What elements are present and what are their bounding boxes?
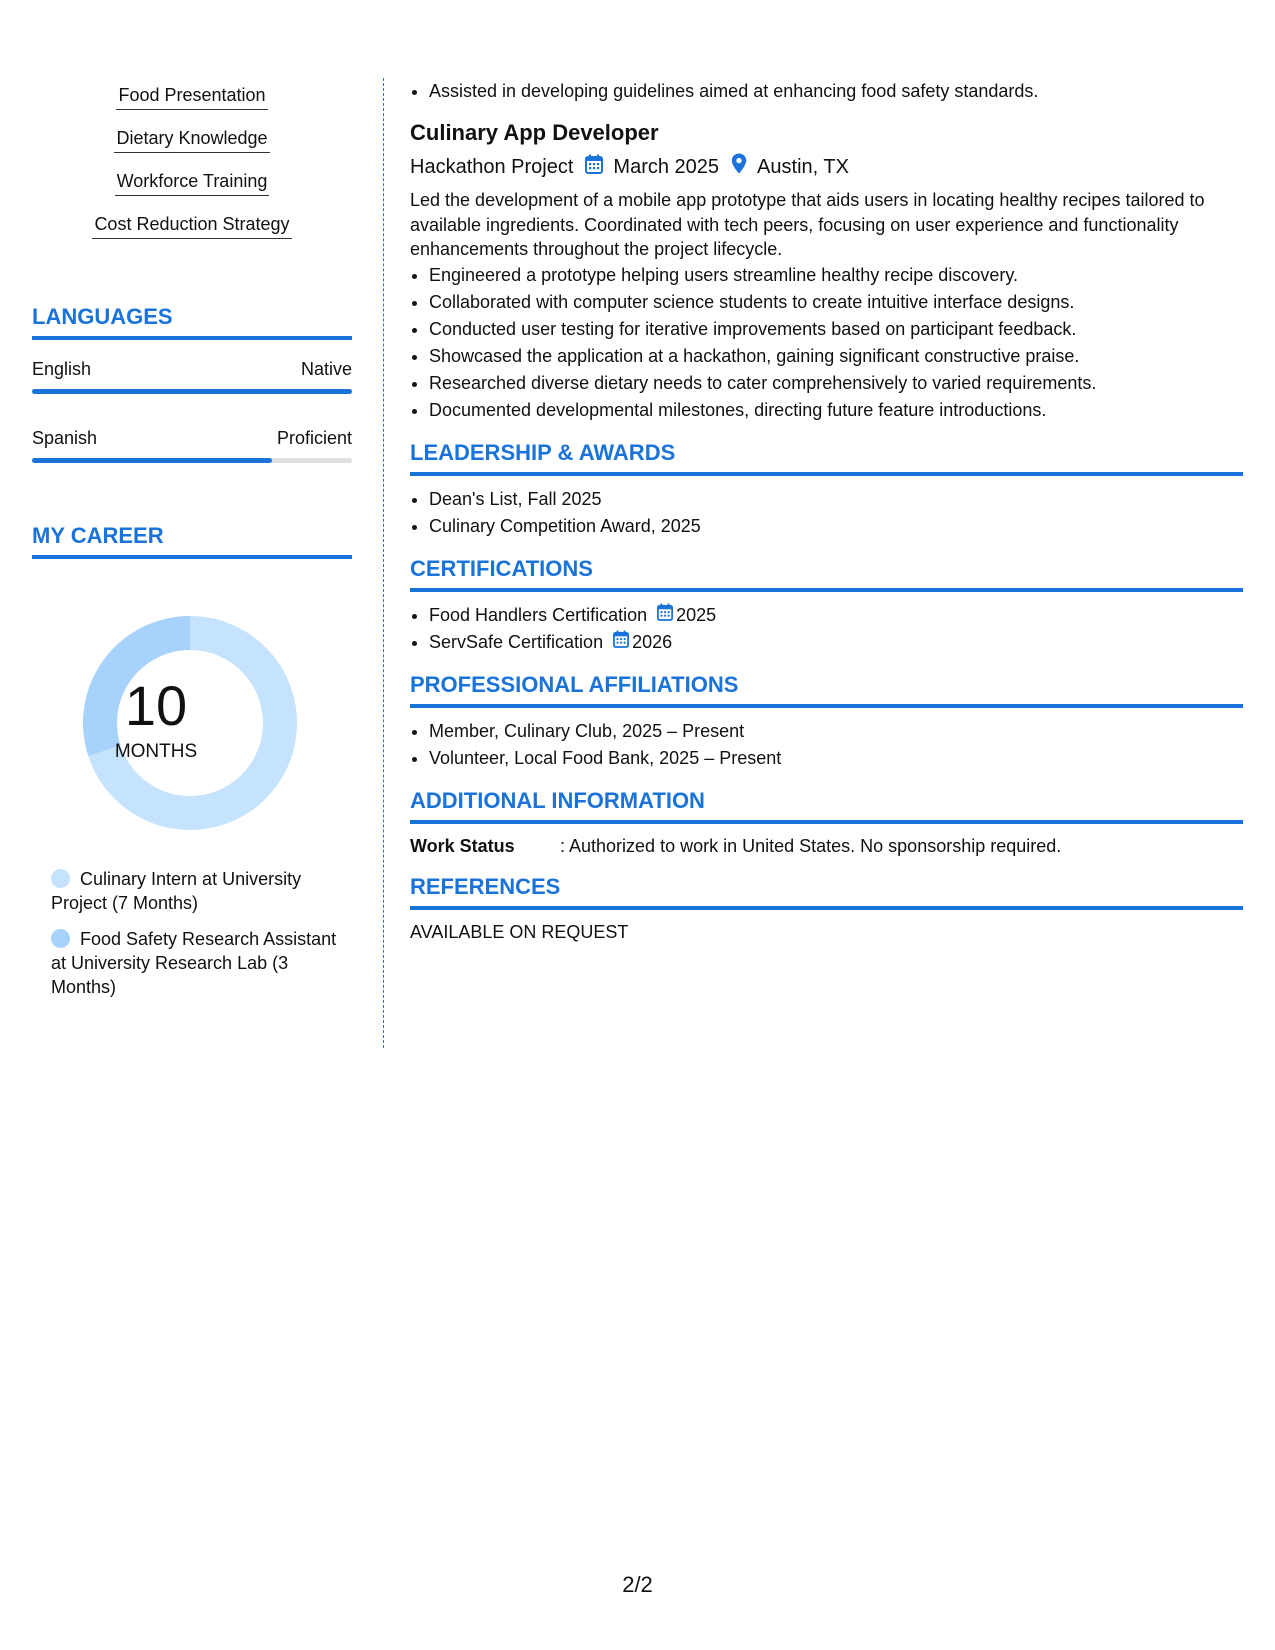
column-divider <box>383 78 384 1048</box>
certifications-list <box>410 602 1243 656</box>
bullet-item: • Researched diverse dietary needs to cater comprehensively to varied requirements. <box>429 370 1243 397</box>
job-meta <box>410 153 1243 181</box>
left-column <box>32 70 352 1011</box>
languages-list <box>32 358 352 463</box>
skill-tag: Cost Reduction Strategy <box>92 213 291 239</box>
work-status-row <box>410 834 1243 858</box>
language-item <box>32 427 352 463</box>
career-total: 10 <box>124 674 188 737</box>
career-heading: MY CAREER <box>32 523 352 559</box>
job-bullets <box>410 262 1243 424</box>
job-org: Hackathon Project <box>410 156 574 178</box>
language-level-fill <box>32 389 352 394</box>
certification-item <box>429 602 1243 629</box>
career-unit: MONTHS <box>114 741 198 762</box>
language-level: Proficient <box>276 428 352 448</box>
right-column <box>410 78 1243 944</box>
affiliations-heading: PROFESSIONAL AFFILIATIONS <box>410 672 1243 708</box>
legend-dot <box>51 929 70 948</box>
experience-prev-bullets <box>410 78 1243 105</box>
legend-label: Food Safety Research Assistant at University Research Lab (3 Months) <box>51 929 337 997</box>
legend-item <box>51 867 341 915</box>
job-location: Austin, TX <box>757 156 849 178</box>
job-title: Culinary App Developer <box>410 120 659 145</box>
language-name: English <box>32 359 92 379</box>
language-level-bar <box>32 389 352 394</box>
certification-year: 2026 <box>632 631 673 652</box>
affiliation-item: • Volunteer, Local Food Bank, 2025 – Present <box>429 745 1243 772</box>
skill-tag: Dietary Knowledge <box>114 127 269 153</box>
bullet-item: • Showcased the application at a hackathon, gaining significant constructive praise. <box>429 343 1243 370</box>
bullet-item: • Engineered a prototype helping users streamline healthy recipe discovery. <box>429 262 1243 289</box>
certification-name: ServSafe Certification <box>429 631 604 652</box>
career-donut-chart <box>32 559 352 859</box>
bullet-item: • Assisted in developing guidelines aimed at enhancing food safety standards. <box>429 78 1243 105</box>
additional-info-heading: ADDITIONAL INFORMATION <box>410 788 1243 824</box>
skill-tag: Workforce Training <box>115 170 270 196</box>
language-level: Native <box>300 359 352 379</box>
page-number: 2/2 <box>622 1572 653 1597</box>
references-text: AVAILABLE ON REQUEST <box>410 921 629 942</box>
leadership-list <box>410 486 1243 540</box>
job-description: Led the development of a mobile app prototype that aids users in locating healthy recipes tailored to available ingredients. Coordinated with tech peers, focusing on user experience and functionality enhancements throughout the project lifecycle. <box>410 190 1205 259</box>
bullet-item: • Collaborated with computer science students to create intuitive interface designs. <box>429 289 1243 316</box>
skills-list <box>32 84 352 256</box>
affiliations-list <box>410 718 1243 772</box>
certification-item <box>429 629 1243 656</box>
bullet-item: • Conducted user testing for iterative improvements based on participant feedback. <box>429 316 1243 343</box>
award-item: • Dean's List, Fall 2025 <box>429 486 1243 513</box>
language-item <box>32 358 352 394</box>
leadership-heading: LEADERSHIP & AWARDS <box>410 440 1243 476</box>
certifications-heading: CERTIFICATIONS <box>410 556 1243 592</box>
calendar-icon <box>585 154 603 181</box>
work-status-value: : Authorized to work in United States. No sponsorship required. <box>560 835 1062 856</box>
calendar-icon <box>657 602 676 629</box>
legend-dot <box>51 869 70 888</box>
certification-year: 2025 <box>676 604 717 625</box>
career-legend <box>32 867 341 999</box>
skill-tag: Food Presentation <box>116 84 267 110</box>
references-heading: REFERENCES <box>410 874 1243 910</box>
award-item: • Culinary Competition Award, 2025 <box>429 513 1243 540</box>
map-pin-icon <box>731 153 747 181</box>
language-level-fill <box>32 458 272 463</box>
legend-item <box>51 927 341 999</box>
languages-heading: LANGUAGES <box>32 304 352 340</box>
job-date: March 2025 <box>613 156 720 178</box>
language-name: Spanish <box>32 428 98 448</box>
bullet-item: • Documented developmental milestones, directing future feature introductions. <box>429 397 1243 424</box>
language-level-bar <box>32 458 352 463</box>
work-status-label: Work Status <box>410 835 515 856</box>
legend-label: Culinary Intern at University Project (7 Months) <box>51 869 302 913</box>
affiliation-item: • Member, Culinary Club, 2025 – Present <box>429 718 1243 745</box>
calendar-icon <box>613 629 632 656</box>
certification-name: Food Handlers Certification <box>429 604 648 625</box>
